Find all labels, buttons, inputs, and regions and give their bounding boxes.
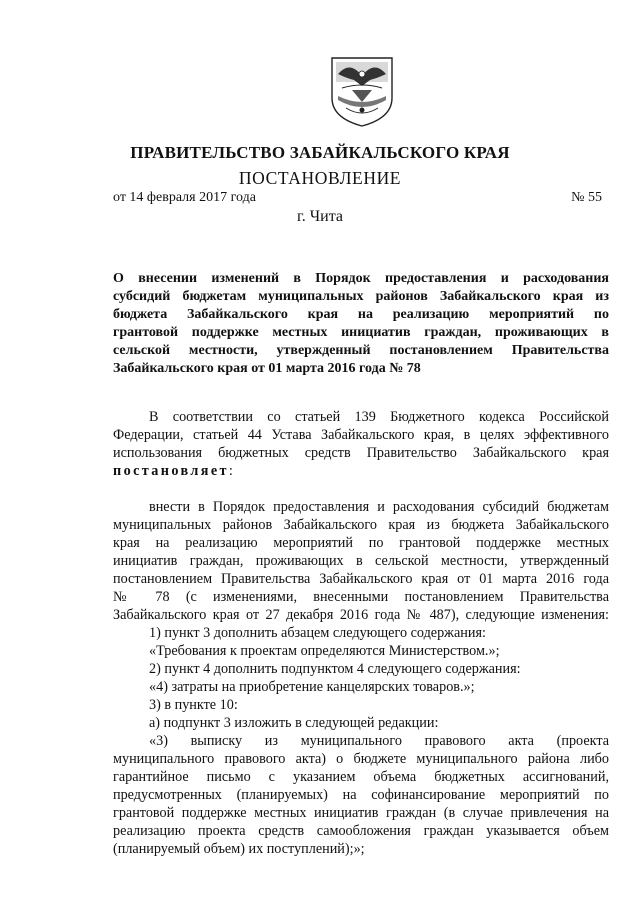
body-line: муниципальных районов Забайкальского края из бюджета Забайкальского bbox=[113, 517, 609, 533]
body-line: постановлением Правительства Забайкальского края от 01 марта 2016 года bbox=[113, 571, 609, 587]
body-line: «3) выписку из муниципального правового акта (проекта bbox=[149, 733, 609, 749]
title-line: субсидий бюджетам муниципальных районов Забайкальского края из bbox=[113, 289, 609, 304]
body-line: муниципального правового акта) о бюджете муниципального района либо bbox=[113, 751, 609, 767]
body-line: «Требования к проектам определяются Министерством.»; bbox=[149, 643, 500, 659]
document-title bbox=[113, 270, 609, 378]
decree-colon: : bbox=[228, 463, 233, 479]
coat-of-arms-icon bbox=[328, 52, 396, 128]
decree-line bbox=[113, 462, 609, 480]
preamble-line: В соответствии со статьей 139 Бюджетного кодекса Российской bbox=[149, 409, 609, 425]
title-line: О внесении изменений в Порядок предоставления и расходования bbox=[113, 271, 609, 286]
preamble-line: Федерации, статьей 44 Устава Забайкальского края, в целях эффективного bbox=[113, 427, 609, 443]
body-line: предусмотренных (планируемых) на софинансирование мероприятий по bbox=[113, 787, 609, 803]
body-line: Забайкальского края от 27 декабря 2016 года № 487), следующие изменения: bbox=[113, 607, 609, 623]
body-line: грантовой поддержке местных инициатив граждан (в случае привлечения на bbox=[113, 805, 609, 821]
body-line: внести в Порядок предоставления и расходования субсидий бюджетам bbox=[149, 499, 609, 515]
title-line: Забайкальского края от 01 марта 2016 года № 78 bbox=[113, 361, 421, 376]
body-line: 2) пункт 4 дополнить подпунктом 4 следующего содержания: bbox=[149, 661, 521, 677]
body-line: инициатив граждан, проживающих в сельской местности, утвержденный bbox=[113, 553, 609, 569]
decree-body bbox=[113, 498, 609, 858]
document-city: г. Чита bbox=[296, 208, 343, 225]
document-number: № 55 bbox=[571, 190, 602, 205]
government-name: ПРАВИТЕЛЬСТВО ЗАБАЙКАЛЬСКОГО КРАЯ bbox=[130, 143, 510, 162]
body-line: реализацию проекта средств самообложения граждан указывается объем bbox=[113, 823, 609, 839]
body-line: 3) в пункте 10: bbox=[149, 697, 238, 713]
body-line: гарантийное письмо с указанием объема бюджетных ассигнований, bbox=[113, 769, 609, 785]
title-line: грантовой поддержке местных инициатив граждан, проживающих в bbox=[113, 325, 609, 340]
body-line: «4) затраты на приобретение канцелярских товаров.»; bbox=[149, 679, 475, 695]
body-line: № 78 (с изменениями, внесенными постановлением Правительства bbox=[113, 589, 609, 605]
document-date: от 14 февраля 2017 года bbox=[113, 190, 256, 205]
document-type: ПОСТАНОВЛЕНИЕ bbox=[238, 168, 402, 188]
decree-word: постановляет bbox=[113, 463, 229, 479]
body-line: края на реализацию мероприятий по грантовой поддержке местных bbox=[113, 535, 609, 551]
title-line: бюджета Забайкальского края на реализацию мероприятий по bbox=[113, 307, 609, 322]
preamble bbox=[113, 408, 609, 480]
body-line: (планируемый объем) их поступлений);»; bbox=[113, 841, 365, 857]
preamble-line: использования бюджетных средств Правительство Забайкальского края bbox=[113, 445, 609, 461]
body-line: 1) пункт 3 дополнить абзацем следующего содержания: bbox=[149, 625, 486, 641]
body-line: а) подпункт 3 изложить в следующей редакции: bbox=[149, 715, 439, 731]
title-line: сельской местности, утвержденный постановлением Правительства bbox=[113, 343, 609, 358]
